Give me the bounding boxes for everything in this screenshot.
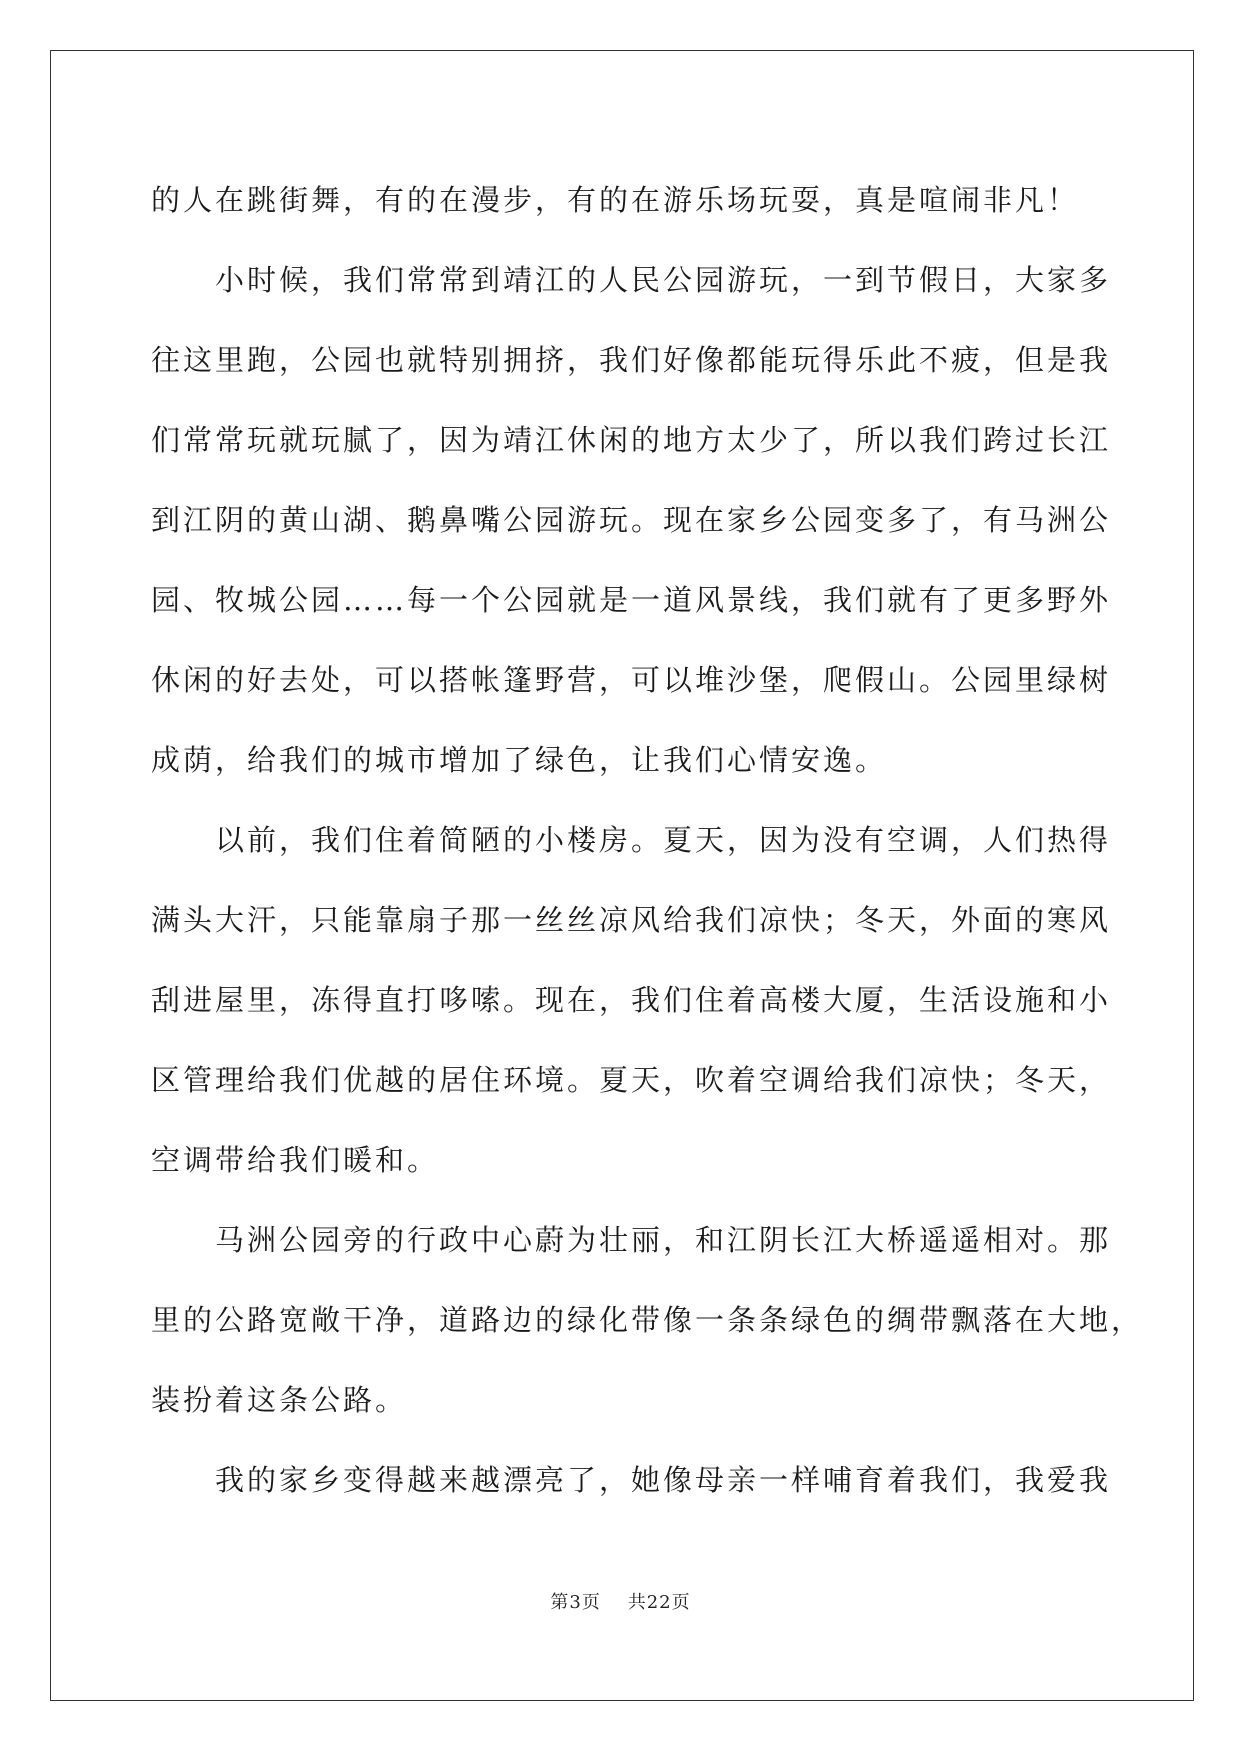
text-line: 以前，我们住着简陋的小楼房。夏天，因为没有空调，人们热得 (215, 823, 1112, 857)
text-line: 小时候，我们常常到靖江的人民公园游玩，一到节假日，大家多 (215, 263, 1112, 297)
text-line: 装扮着这条公路。 (151, 1383, 408, 1417)
text-line: 满头大汗，只能靠扇子那一丝丝凉风给我们凉快；冬天，外面的寒风 (151, 903, 1112, 937)
text-line: 休闲的好去处，可以搭帐篷野营，可以堆沙堡，爬假山。公园里绿树 (151, 663, 1112, 697)
text-line: 我的家乡变得越来越漂亮了，她像母亲一样哺育着我们，我爱我 (215, 1463, 1112, 1497)
text-line: 们常常玩就玩腻了，因为靖江休闲的地方太少了，所以我们跨过长江 (151, 423, 1112, 457)
text-line: 往这里跑，公园也就特别拥挤，我们好像都能玩得乐此不疲，但是我 (151, 343, 1112, 377)
text-line: 园、牧城公园……每一个公园就是一道风景线，我们就有了更多野外 (151, 583, 1112, 617)
text-line: 刮进屋里，冻得直打哆嗦。现在，我们住着高楼大厦，生活设施和小 (151, 983, 1112, 1017)
document-body (151, 160, 1144, 1520)
page-total: 共22页 (627, 1592, 691, 1613)
text-line: 里的公路宽敞干净，道路边的绿化带像一条条绿色的绸带飘落在大地， (151, 1303, 1144, 1337)
page-footer (0, 1588, 1241, 1614)
text-line: 到江阴的黄山湖、鹅鼻嘴公园游玩。现在家乡公园变多了，有马洲公 (151, 503, 1112, 537)
text-line: 空调带给我们暖和。 (151, 1143, 440, 1177)
text-line: 的人在跳街舞，有的在漫步，有的在游乐场玩耍，真是喧闹非凡！ (151, 183, 1080, 217)
text-line: 成荫，给我们的城市增加了绿色，让我们心情安逸。 (151, 743, 888, 777)
text-line: 区管理给我们优越的居住环境。夏天，吹着空调给我们凉快；冬天， (151, 1063, 1112, 1097)
page-number: 第3页 (550, 1592, 601, 1613)
text-line: 马洲公园旁的行政中心蔚为壮丽，和江阴长江大桥遥遥相对。那 (215, 1223, 1112, 1257)
